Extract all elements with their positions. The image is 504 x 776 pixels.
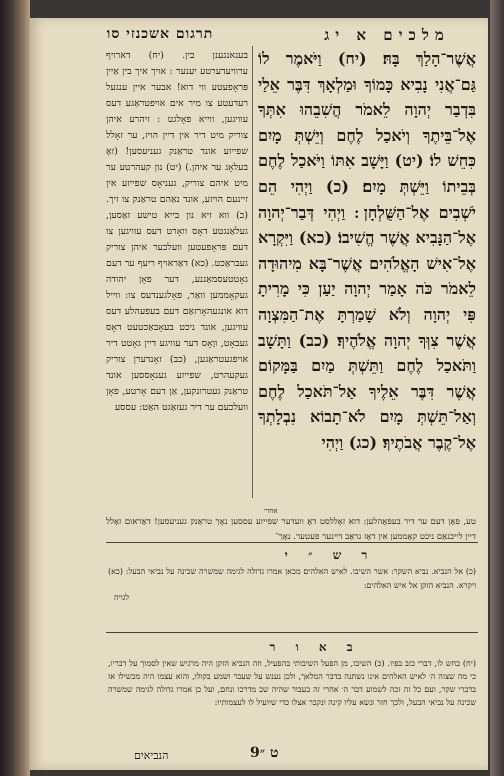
hebrew-text-column: אֲשֶׁר־הָלַךְ בָּהּ׃ (יח) וַיֹּאמֶר לוֹ גַּם־אֲנִי נָבִיא כָּמוֹךָ וּמַלְאָךְ דִּבֶּר אֵלַי בִּדְבַר יְהוָה לֵאמֹר הֲשִׁבֵהוּ אִתְּךָ אֶל־בֵּיתֶךָ וְיֹאכַל לֶחֶם וְיֵשְׁתְּ מָיִם כִּחֵשׁ לוֹ׃ (יט) וַיָּשָׁב אִתּוֹ וַיֹּאכַל לֶחֶם בְּבֵיתוֹ וַיֵּשְׁתְּ מָיִם׃ (כ) וַיְהִי הֵם יֹשְׁבִים אֶל־הַשֻּׁלְחָן ׃ וַיְהִי דְּבַר־יְהוָה אֶל־הַנָּבִיא אֲשֶׁר הֱשִׁיבוֹ׃ (כא) וַיִּקְרָא אֶל־אִישׁ הָאֱלֹהִים אֲשֶׁר־בָּא מִיהוּדָה לֵאמֹר כֹּה אָמַר יְהוָה יַעַן כִּי מָרִיתָ פִּי יְהוָה וְלֹא שָׁמַרְתָּ אֶת־הַמִּצְוָה אֲשֶׁר צִוְּךָ יְהוָה אֱלֹהֶיךָ׃ (כב) וַתָּשָׁב וַתֹּאכַל לֶחֶם וַתֵּשְׁתְּ מַיִם בַּמָּקוֹם אֲשֶׁר דִּבֶּר אֵלֶיךָ אַל־תֹּאכַל לֶחֶם וְאַל־תֵּשְׁתְּ מָיִם לֹא־תָבוֹא נִבְלָתְךָ אֶל־קֶבֶר אֲבֹתֶיךָ׃ (כג) וַיְהִי xyxy=(258,49,476,452)
rashi-heading: ר ש ״ י xyxy=(284,548,376,562)
book-chapter-header: מלכים א יג xyxy=(324,26,450,44)
translation-header: תרגום אשכנזי סו xyxy=(106,26,214,42)
biur-heading: ב א ו ר xyxy=(269,640,361,654)
book-page-edges xyxy=(14,0,30,776)
biur-top-rule xyxy=(106,632,478,633)
rashi-top-rule xyxy=(106,542,478,543)
rashi-commentary: (כ) אל הנביא. נביא השקר: אשר השיבו. לאיש האלהים מכאן אמרו גדולה לגימה שמשרה שכינה על נביאי הבעל: (כא) ויקרא. הנביא הזקן אל איש האלהים: xyxy=(108,567,476,590)
book-page xyxy=(30,18,488,770)
footer-page-marker: ט ״9 xyxy=(250,745,279,761)
background-left xyxy=(0,0,14,776)
background-right xyxy=(490,0,504,776)
column-divider xyxy=(252,46,253,498)
translation-continuation: טע, פאָן דעם ער דיר בעפאָהלען: דוא זאָללסט דאָ וועדער שפייזע עססען נאָך טראַנק געניעסען! דאַראום זאָלל דיין לייכנאַם ניכט קאָממען אין דאָז גראַב דיינער פעטער. נאָך־ xyxy=(106,517,476,542)
catchword: אחרי xyxy=(264,507,278,515)
biur-commentary: (יח) כחש לו, דברי כזב בפיו. (כ) השיבו, מן הפעל השיבותי בהפעיל, וזה הנביא הזקן היה מרגיש שאין לסמוך על דבריו, כי מה שצוה ה׳ לאיש האלהים אינו נשתנה בדבר המלאך, ולכן נענש על שעבר ושמע בקולו, והוא עצמו היה מכשילו אז בדברי שקר, ועם כל זה זכה לשמוע דבר ה׳ אחרי זה בעבור שהיה שב מדרכו ונחם, ועל כן אמרו גדולה לגימה שמשרה שכינה על נביאי הבעל, ולכך חזר ונשא עליו קינה ונקבר אצלו כדי שיועיל לו לעצמותיו: xyxy=(108,659,476,707)
rashi-end-word: לגויה xyxy=(114,593,130,602)
yiddish-translation-column: בעגאנגענן בין. (יח) דארויף ערוויעדערטע יענער : אויך איך בין אַיין פּראָפעטע ווי דוא! אבער איין ענגעל רעדעטע צו מיר אים אויפטראַגע דעס עוויגען, ווייא פאָלגט : זיהרע איהן צוריק מיט דיר אין דיין הויז, ער זאָלל שפייזע אונד טראַנק געניעסען! (זאָ בעלאָג ער איהן.) (יט) נון קעהרטע ער מיט איהם צוריק, געניאָס שפייזע אין זיינעם הויזע, אונד נאַהם טראַנק צו זיך. (כ) ווא זיא נון בייא טישע זאַסען, געלאַנגטע דאָס וואָרט דעס עוויגען צו דעם פּראָפעטען וועלכער איהן צוריק געבראַכט. (כא) דאַראויף ריעף ער דעם גאָטטעסמאַננע, דער פאָן יהודה געקאָממען וואַר, פאָלגענדעס צו: ווייל דוא אונגעהאָרזאַם דעם בעפעהלע דעס עוויגען, אונד ניכט בעאָבאַכטעט דאָס געבאָט, ווָאָס דער עוויגע דיין גאָטט דיר אויפגעטראַגען, (כב) זאָנדערן צוריק געקעהרט, שפייזע גענאָססען אונד טראַנק געטרונקען, אַן דעם אָרטע, פאָן וועלכעם ער דיר געזאַגט האַט: עססע xyxy=(106,50,248,413)
footer-signature: הנביאים xyxy=(134,749,169,762)
